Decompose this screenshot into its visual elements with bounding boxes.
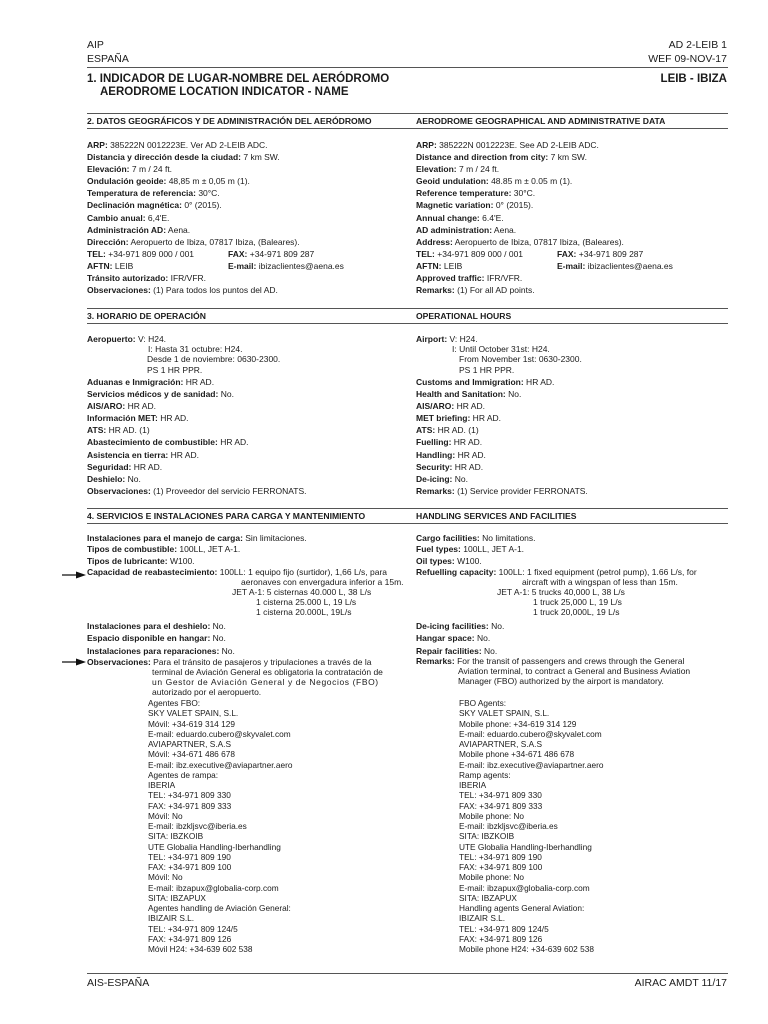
refuel-capacity-line5: 1 cisterna 20.000L, 19L/s xyxy=(256,607,352,618)
section4-en-list xyxy=(416,620,736,657)
met-row: MET briefing: HR AD. xyxy=(416,413,502,424)
fbo-line: Mobile phone: No xyxy=(459,872,525,883)
fbo-line: Móvil: +34-671 486 678 xyxy=(148,749,235,760)
repair-row: Instalaciones para reparaciones: No. xyxy=(87,645,235,656)
airport-winter-row: Desde 1 de noviembre: 0630-2300. xyxy=(147,354,281,365)
traffic-row: Approved traffic: IFR/VFR. xyxy=(416,273,523,284)
fbo-line: TEL: +34-971 809 124/5 xyxy=(459,923,549,934)
section4-top-rule xyxy=(87,508,728,509)
section3-es-column xyxy=(87,334,407,375)
deicing-row: Instalaciones para el deshielo: No. xyxy=(87,621,226,631)
fbo-line: E-mail: ibzkljsvc@iberia.es xyxy=(148,821,247,831)
deicing-row: Deshielo: No. xyxy=(87,473,141,484)
fbo-line: FAX: +34-971 809 100 xyxy=(148,862,232,872)
remarks-line2: terminal de Aviación General es obligatoria la contratación de xyxy=(152,667,383,677)
footer-amendment: AIRAC AMDT 11/17 xyxy=(634,977,727,989)
security-row: Seguridad: HR AD. xyxy=(87,461,163,472)
airport-ifr-row: I: Hasta 31 octubre: H24. xyxy=(148,344,243,355)
section4-heading-en: HANDLING SERVICES AND FACILITIES xyxy=(416,511,577,521)
fbo-agents-en xyxy=(459,698,679,954)
declination-row: Declinación magnética: 0° (2015). xyxy=(87,200,222,211)
fbo-line: FAX: +34-971 809 333 xyxy=(459,800,543,811)
remarks-row: Remarks: (1) Service provider FERRONATS. xyxy=(416,485,588,496)
fbo-line: E-mail: eduardo.cubero@skyvalet.com xyxy=(459,728,602,739)
undulation-row: Geoid undulation: 48.85 m ± 0.05 m (1). xyxy=(416,176,573,187)
temperature-row: Temperatura de referencia: 30°C. xyxy=(87,188,220,199)
refuel-capacity-row: Refuelling capacity: 100LL: 1 fixed equipment (petrol pump), 1.66 L/s, for xyxy=(416,567,697,578)
airport-ppr-row: PS 1 HR PPR. xyxy=(459,364,515,375)
section3-top-rule xyxy=(87,308,728,309)
ats-row: ATS: HR AD. (1) xyxy=(87,425,150,436)
aip-label: AIP xyxy=(87,39,104,51)
refuel-capacity-line4: 1 cisterna 25.000 L, 19 L/s xyxy=(256,597,357,608)
fbo-line: Mobile phone H24: +34-639 602 538 xyxy=(459,944,594,954)
section2-heading-en: AERODROME GEOGRAPHICAL AND ADMINISTRATIVE DATA xyxy=(416,116,666,126)
ais-row: AIS/ARO: HR AD. xyxy=(87,401,156,412)
fbo-line: FAX: +34-971 809 126 xyxy=(148,933,232,944)
fbo-line: Móvil: +34-619 314 129 xyxy=(148,718,235,729)
tel-fax-row: TEL: +34-971 809 000 / 001 FAX: +34-971 809 287 xyxy=(416,248,644,259)
arp-row: ARP: 385222N 0012223E. See AD 2-LEIB ADC. xyxy=(416,140,599,150)
fbo-line: AVIAPARTNER, S.A.S xyxy=(459,739,542,749)
arrow-right-icon xyxy=(62,571,86,579)
section3-es-list xyxy=(87,376,407,497)
arrow-right-icon xyxy=(62,658,86,666)
ramp-heading: Agentes de rampa: xyxy=(148,769,219,780)
fbo-agents-es xyxy=(148,698,368,954)
oil-types-row: Oil types: W100. xyxy=(416,555,482,566)
fbo-line: IBERIA xyxy=(459,780,487,790)
footer-rule xyxy=(87,973,728,974)
refuel-capacity-line3: JET A-1: 5 cisternas 40.000 L, 38 L/s xyxy=(232,587,372,598)
fbo-line: Móvil H24: +34-639 602 538 xyxy=(148,944,253,954)
section4-en-remarks xyxy=(416,656,736,686)
security-row: Security: HR AD. xyxy=(416,461,484,472)
repair-row: Repair facilities: No. xyxy=(416,645,498,656)
fbo-line: IBERIA xyxy=(148,780,176,790)
fbo-heading: Agentes FBO: xyxy=(148,698,201,708)
ramp-heading: Ramp agents: xyxy=(459,769,511,780)
address-row: Address: Aeropuerto de Ibiza, 07817 Ibiza, (Baleares). xyxy=(416,236,624,247)
distance-row: Distancia y dirección desde la ciudad: 7 km SW. xyxy=(87,152,280,163)
section2-en-column xyxy=(416,139,736,296)
fbo-line: TEL: +34-971 809 330 xyxy=(459,790,542,801)
ga-handling-heading: Handling agents General Aviation: xyxy=(459,903,585,913)
fuelling-row: Abastecimiento de combustible: HR AD. xyxy=(87,437,249,448)
deicing-row: De-icing facilities: No. xyxy=(416,621,505,631)
fbo-line: TEL: +34-971 809 330 xyxy=(148,790,231,801)
section3-en-column xyxy=(416,334,736,375)
section3-bottom-rule xyxy=(87,323,728,324)
remarks-line4: autorizado por el aeropuerto. xyxy=(152,687,262,697)
remarks-row: Remarks: For the transit of passengers and crews through the General xyxy=(416,656,685,666)
fuel-types-row: Fuel types: 100LL, JET A-1. xyxy=(416,544,525,555)
customs-row: Aduanas e Inmigración: HR AD. xyxy=(87,377,215,387)
traffic-row: Tránsito autorizado: IFR/VFR. xyxy=(87,273,207,284)
fbo-line: E-mail: ibz.executive@aviapartner.aero xyxy=(148,759,293,770)
tel-fax-row: TEL: +34-971 809 000 / 001 FAX: +34-971 809 287 xyxy=(87,248,315,259)
section2-heading-es: 2. DATOS GEOGRÁFICOS Y DE ADMINISTRACIÓN DEL AERÓDROMO xyxy=(87,116,372,126)
oil-types-row: Tipos de lubricante: W100. xyxy=(87,555,195,566)
refuel-capacity-line5: 1 truck 20,000L, 19 L/s xyxy=(533,607,620,618)
cargo-row: Cargo facilities: No limitations. xyxy=(416,533,536,543)
administration-row: Administración AD: Aena. xyxy=(87,224,191,235)
declination-row: Magnetic variation: 0° (2015). xyxy=(416,200,534,211)
hangar-row: Espacio disponible en hangar: No. xyxy=(87,633,226,644)
fuelling-row: Fuelling: HR AD. xyxy=(416,437,483,448)
fbo-line: SITA: IBZKOIB xyxy=(459,831,515,842)
aftn-email-row: AFTN: LEIB E-mail: ibizaclientes@aena.es xyxy=(87,260,344,271)
refuel-capacity-line2: aeronaves con envergadura inferior a 15m. xyxy=(241,577,404,588)
country-label: ESPAÑA xyxy=(87,53,129,65)
fbo-line: UTE Globalia Handling-Iberhandling xyxy=(459,841,592,852)
ats-row: ATS: HR AD. (1) xyxy=(416,425,479,436)
fbo-line: IBIZAIR S.L. xyxy=(148,913,195,924)
page-ref: AD 2-LEIB 1 xyxy=(668,39,727,51)
section2-top-rule xyxy=(87,113,728,114)
remarks-row: Observaciones: Para el tránsito de pasajeros y tripulaciones a través de la xyxy=(87,657,372,667)
fbo-line: E-mail: ibzapux@globalia-corp.com xyxy=(459,882,590,893)
met-row: Información MET: HR AD. xyxy=(87,413,189,424)
ga-handling-heading: Agentes handling de Aviación General: xyxy=(148,903,291,913)
fbo-line: Móvil: No xyxy=(148,810,183,821)
effective-date: WEF 09-NOV-17 xyxy=(648,53,727,65)
airport-ppr-row: PS 1 HR PPR. xyxy=(147,364,203,375)
fbo-line: TEL: +34-971 809 190 xyxy=(459,851,542,862)
section3-en-list xyxy=(416,376,736,497)
fbo-line: SITA: IBZKOIB xyxy=(148,831,204,842)
remarks-row: Observaciones: (1) Proveedor del servicio FERRONATS. xyxy=(87,485,307,496)
fbo-line: SITA: IBZAPUX xyxy=(148,892,206,903)
administration-row: AD administration: Aena. xyxy=(416,224,517,235)
aerodrome-code: LEIB - IBIZA xyxy=(660,73,727,85)
fbo-line: E-mail: eduardo.cubero@skyvalet.com xyxy=(148,728,291,739)
fbo-line: SKY VALET SPAIN, S.L. xyxy=(148,708,239,719)
section4-en-column xyxy=(416,533,736,617)
refuel-capacity-line2: aircraft with a wingspan of less than 15m. xyxy=(522,577,678,588)
fbo-line: TEL: +34-971 809 124/5 xyxy=(148,923,238,934)
health-row: Health and Sanitation: No. xyxy=(416,389,522,400)
airport-winter-row: From November 1st: 0630-2300. xyxy=(459,354,582,365)
section4-heading-es: 4. SERVICIOS E INSTALACIONES PARA CARGA Y MANTENIMIENTO xyxy=(87,511,366,521)
arp-row: ARP: 385222N 0012223E. Ver AD 2-LEIB ADC. xyxy=(87,140,268,150)
aftn-email-row: AFTN: LEIB E-mail: ibizaclientes@aena.es xyxy=(416,260,673,271)
airport-row: Aeropuerto: V: H24. xyxy=(87,334,167,344)
refuel-capacity-line3: JET A-1: 5 trucks 40,000 L, 38 L/s xyxy=(497,587,625,598)
page-title-en: AERODROME LOCATION INDICATOR - NAME xyxy=(100,86,349,98)
airport-ifr-row: I: Until October 31st: H24. xyxy=(452,344,550,355)
fbo-line: FAX: +34-971 809 126 xyxy=(459,933,543,944)
distance-row: Distance and direction from city: 7 km SW. xyxy=(416,152,587,163)
section4-es-column xyxy=(87,533,407,617)
fbo-line: SITA: IBZAPUX xyxy=(459,892,517,903)
fbo-line: FAX: +34-971 809 333 xyxy=(148,800,232,811)
annual-change-row: Cambio anual: 6,4'E. xyxy=(87,212,170,223)
section2-es-column xyxy=(87,139,407,296)
health-row: Servicios médicos y de sanidad: No. xyxy=(87,389,234,400)
section3-heading-en: OPERATIONAL HOURS xyxy=(416,311,512,321)
section4-es-list xyxy=(87,620,407,657)
section4-es-remarks xyxy=(87,657,407,697)
customs-row: Customs and Immigration: HR AD. xyxy=(416,377,555,387)
temperature-row: Reference temperature: 30°C. xyxy=(416,188,536,199)
fbo-line: E-mail: ibzapux@globalia-corp.com xyxy=(148,882,279,893)
fbo-heading: FBO Agents: xyxy=(459,698,507,708)
section3-heading-es: 3. HORARIO DE OPERACIÓN xyxy=(87,311,206,321)
fbo-line: IBIZAIR S.L. xyxy=(459,913,506,924)
fbo-line: FAX: +34-971 809 100 xyxy=(459,862,543,872)
remarks-row: Remarks: (1) For all AD points. xyxy=(416,285,535,296)
fbo-line: UTE Globalia Handling-Iberhandling xyxy=(148,841,281,852)
annual-change-row: Annual change: 6.4'E. xyxy=(416,212,504,223)
refuel-capacity-line4: 1 truck 25,000 L, 19 L/s xyxy=(533,597,622,608)
elevation-row: Elevation: 7 m / 24 ft. xyxy=(416,164,500,175)
section2-bottom-rule xyxy=(87,128,728,129)
cargo-row: Instalaciones para el manejo de carga: Sin limitaciones. xyxy=(87,533,307,543)
deicing-row: De-icing: No. xyxy=(416,473,468,484)
fbo-line: Mobile phone: +34-619 314 129 xyxy=(459,718,577,729)
fbo-line: E-mail: ibz.executive@aviapartner.aero xyxy=(459,759,604,770)
fbo-line: Móvil: No xyxy=(148,872,183,883)
header-rule xyxy=(87,67,728,68)
fbo-line: SKY VALET SPAIN, S.L. xyxy=(459,708,550,719)
fbo-line: AVIAPARTNER, S.A.S xyxy=(148,739,231,749)
fuel-types-row: Tipos de combustible: 100LL, JET A-1. xyxy=(87,544,241,555)
footer-source: AIS-ESPAÑA xyxy=(87,977,150,989)
page-title-es: 1. INDICADOR DE LUGAR-NOMBRE DEL AERÓDROMO xyxy=(87,73,390,85)
airport-row: Airport: V: H24. xyxy=(416,334,478,344)
remarks-row: Observaciones: (1) Para todos los puntos del AD. xyxy=(87,285,278,296)
address-row: Dirección: Aeropuerto de Ibiza, 07817 Ibiza, (Baleares). xyxy=(87,236,300,247)
refuel-capacity-row: Capacidad de reabastecimiento: 100LL: 1 equipo fijo (surtidor), 1,66 L/s, para xyxy=(87,567,388,578)
section4-bottom-rule xyxy=(87,523,728,524)
remarks-line2: Aviation terminal, to contract a General and Business Aviation xyxy=(458,666,691,676)
remarks-line3: Manager (FBO) authorized by the airport is mandatory. xyxy=(458,676,664,686)
fbo-line: E-mail: ibzkljsvc@iberia.es xyxy=(459,821,558,831)
handling-row: Handling: HR AD. xyxy=(416,449,486,460)
undulation-row: Ondulación geoide: 48,85 m ± 0,05 m (1). xyxy=(87,176,250,187)
handling-row: Asistencia en tierra: HR AD. xyxy=(87,449,199,460)
elevation-row: Elevación: 7 m / 24 ft. xyxy=(87,164,173,175)
fbo-line: TEL: +34-971 809 190 xyxy=(148,851,231,862)
ais-row: AIS/ARO: HR AD. xyxy=(416,401,485,412)
hangar-row: Hangar space: No. xyxy=(416,633,491,644)
fbo-line: Mobile phone: No xyxy=(459,810,525,821)
remarks-line3: un Gestor de Aviación General y de Negocios (FBO) xyxy=(152,677,379,687)
fbo-line: Mobile phone +34-671 486 678 xyxy=(459,749,575,760)
